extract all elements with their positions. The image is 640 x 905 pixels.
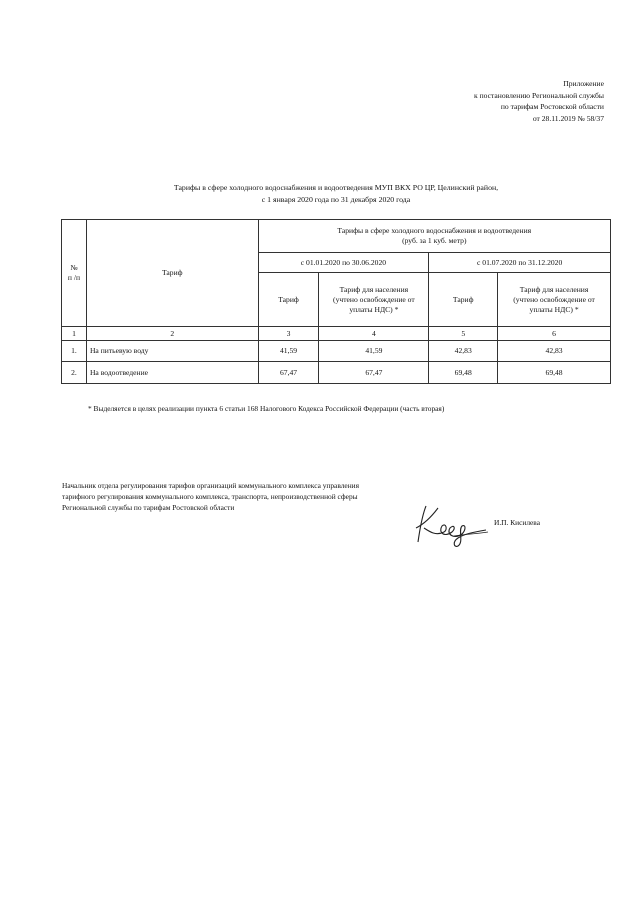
numbering-cell: 4 <box>319 327 429 341</box>
row-population-1: 41,59 <box>319 341 429 362</box>
signer-line: Региональной службы по тарифам Ростовской области <box>62 503 235 512</box>
row-population-1: 67,47 <box>319 362 429 384</box>
numbering-cell: 1 <box>62 327 87 341</box>
row-number: 1. <box>62 341 87 362</box>
tariff-table <box>61 219 611 384</box>
title-line-2: с 1 января 2020 года по 31 декабря 2020 года <box>261 194 411 204</box>
row-population-2: 42,83 <box>498 341 611 362</box>
document-title <box>60 182 612 205</box>
subheader-population-2: Тариф для населения (учтено освобождение от уплаты НДС) * <box>498 273 611 327</box>
subheader-tariff-2: Тариф <box>429 273 498 327</box>
header-group: Тарифы в сфере холодного водоснабжения и водоотведения (руб. за 1 куб. метр) <box>258 220 610 253</box>
row-population-2: 69,48 <box>498 362 611 384</box>
numbering-cell: 2 <box>86 327 258 341</box>
signer-position <box>62 480 442 513</box>
numbering-cell: 6 <box>498 327 611 341</box>
footnote: * Выделяется в целях реализации пункта 6 статьи 168 Налогового Кодекса Российской Федерации (часть вторая) <box>88 404 445 413</box>
annex-line: по тарифам Ростовской области <box>500 102 604 111</box>
header-period-2: с 01.07.2020 по 31.12.2020 <box>429 253 611 273</box>
row-name: На водоотведение <box>86 362 258 384</box>
annex-line: к постановлению Региональной службы <box>473 90 604 100</box>
annex-line: Приложение <box>563 79 604 88</box>
header-number: № п /п <box>62 220 87 327</box>
signer-line: тарифного регулирования коммунального комплекса, транспорта, непроизводственной сферы <box>62 492 358 501</box>
row-name: На питьевую воду <box>86 341 258 362</box>
annex-block <box>304 78 604 124</box>
row-tariff-1: 67,47 <box>258 362 319 384</box>
numbering-cell: 5 <box>429 327 498 341</box>
row-tariff-1: 41,59 <box>258 341 319 362</box>
row-tariff-2: 42,83 <box>429 341 498 362</box>
signer-name: И.П. Кисилева <box>494 518 540 527</box>
row-number: 2. <box>62 362 87 384</box>
table-row <box>62 362 611 384</box>
title-line-1: Тарифы в сфере холодного водоснабжения и водоотведения МУП ВКХ РО ЦР, Целинский район, <box>173 183 499 192</box>
numbering-row <box>62 327 611 341</box>
row-tariff-2: 69,48 <box>429 362 498 384</box>
header-tariff: Тариф <box>86 220 258 327</box>
table-row <box>62 341 611 362</box>
header-period-1: с 01.01.2020 по 30.06.2020 <box>258 253 429 273</box>
numbering-cell: 3 <box>258 327 319 341</box>
signer-line: Начальник отдела регулирования тарифов организаций коммунального комплекса управления <box>62 481 360 490</box>
annex-line: от 28.11.2019 № 58/37 <box>532 113 604 123</box>
handwritten-signature <box>414 502 490 548</box>
subheader-tariff-1: Тариф <box>258 273 319 327</box>
subheader-population-1: Тариф для населения (учтено освобождение от уплаты НДС) * <box>319 273 429 327</box>
